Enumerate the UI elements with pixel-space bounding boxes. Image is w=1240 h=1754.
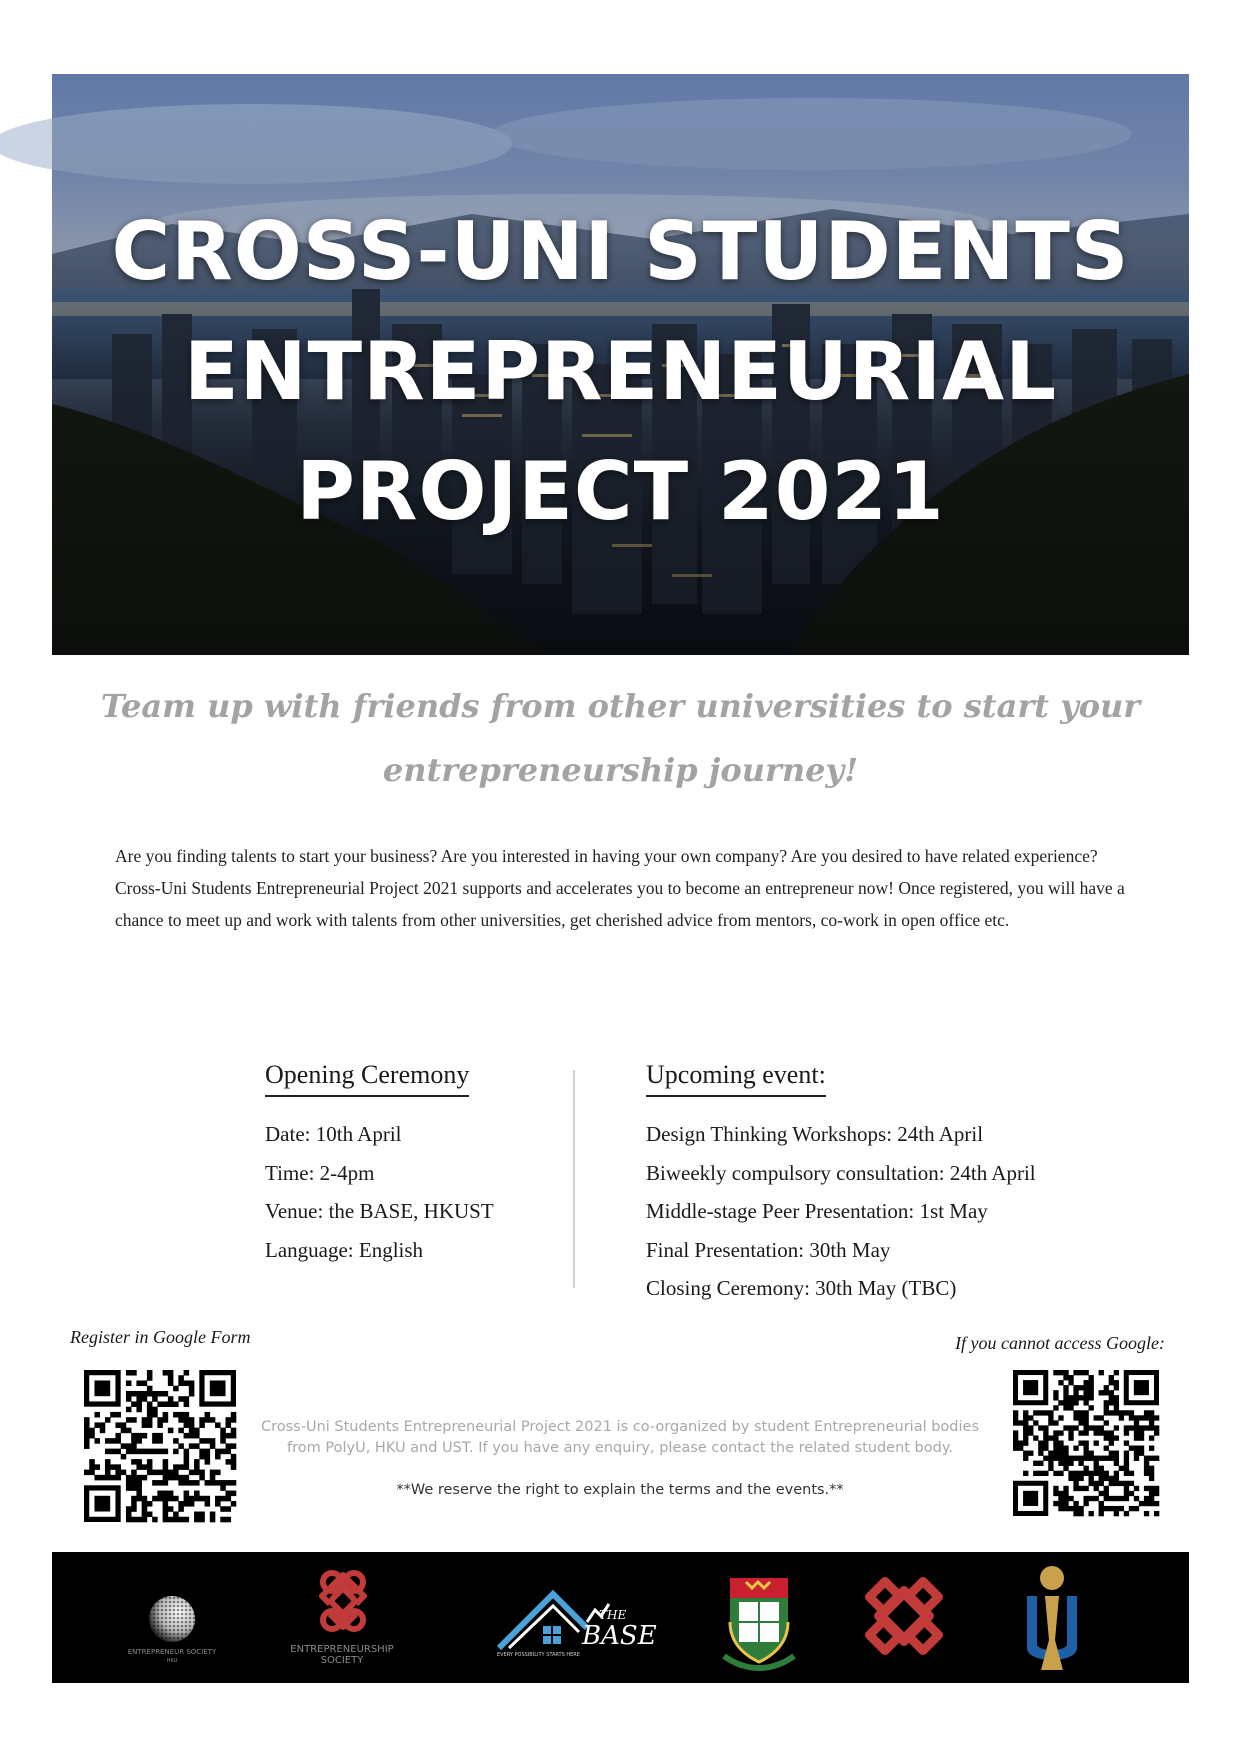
upcoming-event-label: Middle-stage Peer Presentation: [646,1199,915,1223]
knot-icon [272,1552,412,1642]
entrepreneur-society-logo [92,1552,222,1683]
tagline-line-1: Team up with friends from other universities to start your [100,687,1141,725]
base-word-base: BASE [582,1621,657,1651]
intro-text [115,840,1125,936]
entrepreneur-society-sub: HKU [166,1658,178,1664]
upcoming-event-date: 30th May (TBC) [815,1276,957,1300]
opening-ceremony-section [265,1057,565,1269]
the-base-logo [487,1552,657,1683]
entrepreneur-society-caption: ENTREPRENEUR SOCIETY [127,1648,217,1656]
upcoming-event-date: 24th April [897,1122,984,1146]
hku-crest-logo [716,1552,802,1683]
opening-item-value: 2-4pm [319,1160,375,1185]
base-word-the: THE [599,1608,627,1622]
entrepreneurship-caption-line-2: SOCIETY [320,1655,364,1666]
opening-item-language [265,1231,565,1270]
terms-reserve-note: **We reserve the right to explain the terms and the events.** [396,1482,844,1498]
upcoming-event-item [646,1192,1166,1231]
google-form-qr-code[interactable] [84,1370,236,1522]
entrepreneurship-caption-line-1: ENTREPRENEURSHIP [290,1644,394,1655]
upcoming-event-label: Final Presentation: [646,1237,805,1262]
coorganizer-note: Cross-Uni Students Entrepreneurial Project 2021 is co-organized by student Entrepreneurial bodies from PolyU, HKU and UST. If you have any enquiry, please contact the related student body. [260,1419,979,1456]
upcoming-event-date: 24th April [949,1160,1036,1185]
upcoming-events-section [646,1057,1166,1308]
hero-title-line-3: PROJECT 2021 [296,445,945,538]
hero-title [52,192,1189,552]
column-divider [573,1070,575,1288]
upcoming-event-label: Design Thinking Workshops: [646,1122,893,1146]
opening-item-value: English [358,1237,424,1262]
intro-paragraph-2: Cross-Uni Students Entrepreneurial Project 2021 supports and accelerates you to become an entrepreneur now! Once registered, you will have a chance to meet up and work with talents from other universities, get cherished advice from mentors, co-work in open office etc. [115,878,1125,930]
tagline-line-2: entrepreneurship journey! [382,751,859,789]
opening-item-label: Venue: [265,1199,324,1223]
upcoming-event-item [646,1115,1166,1154]
sponsor-logo-bar [52,1552,1189,1683]
opening-item-date [265,1115,565,1154]
alt-register-qr-code[interactable] [1013,1370,1159,1516]
intro-paragraph-1: Are you finding talents to start your business? Are you interested in having your own company? Are you desired to have related experience? [115,846,1098,866]
upcoming-event-item [646,1269,1166,1308]
hkust-logo [1007,1552,1097,1683]
entrepreneurship-society-logo [272,1552,412,1683]
upcoming-event-item [646,1231,1166,1270]
upcoming-event-label: Biweekly compulsory consultation: [646,1160,945,1185]
opening-item-label: Date: [265,1122,311,1146]
hku-crest-icon [716,1552,802,1683]
opening-item-label: Time: [265,1160,315,1185]
hero-title-line-2: ENTREPRENEURIAL [183,325,1058,418]
house-icon [487,1552,657,1683]
hero-banner [52,74,1189,655]
alt-register-label: If you cannot access Google: [955,1333,1165,1353]
hero-title-line-1: CROSS-UNI STUDENTS [111,205,1130,298]
tagline [52,674,1189,802]
hkust-emblem-icon [1007,1552,1097,1683]
upcoming-event-date: 30th May [809,1237,891,1262]
opening-item-time [265,1154,565,1193]
entrepreneurship-society-caption [272,1644,412,1666]
upcoming-event-item [646,1154,1166,1193]
upcoming-event-date: 1st May [919,1199,988,1223]
polyu-logo [852,1552,962,1683]
opening-ceremony-heading: Opening Ceremony [265,1057,469,1097]
register-google-label: Register in Google Form [70,1327,251,1347]
upcoming-events-heading: Upcoming event: [646,1057,826,1097]
opening-item-venue [265,1192,565,1231]
opening-item-label: Language: [265,1237,354,1262]
upcoming-event-label: Closing Ceremony: [646,1276,810,1300]
opening-item-value: the BASE, HKUST [328,1199,494,1223]
base-tagline: EVERY POSSIBILITY STARTS HERE [497,1652,580,1658]
opening-item-value: 10th April [315,1122,402,1146]
polyu-knot-icon [852,1552,962,1683]
